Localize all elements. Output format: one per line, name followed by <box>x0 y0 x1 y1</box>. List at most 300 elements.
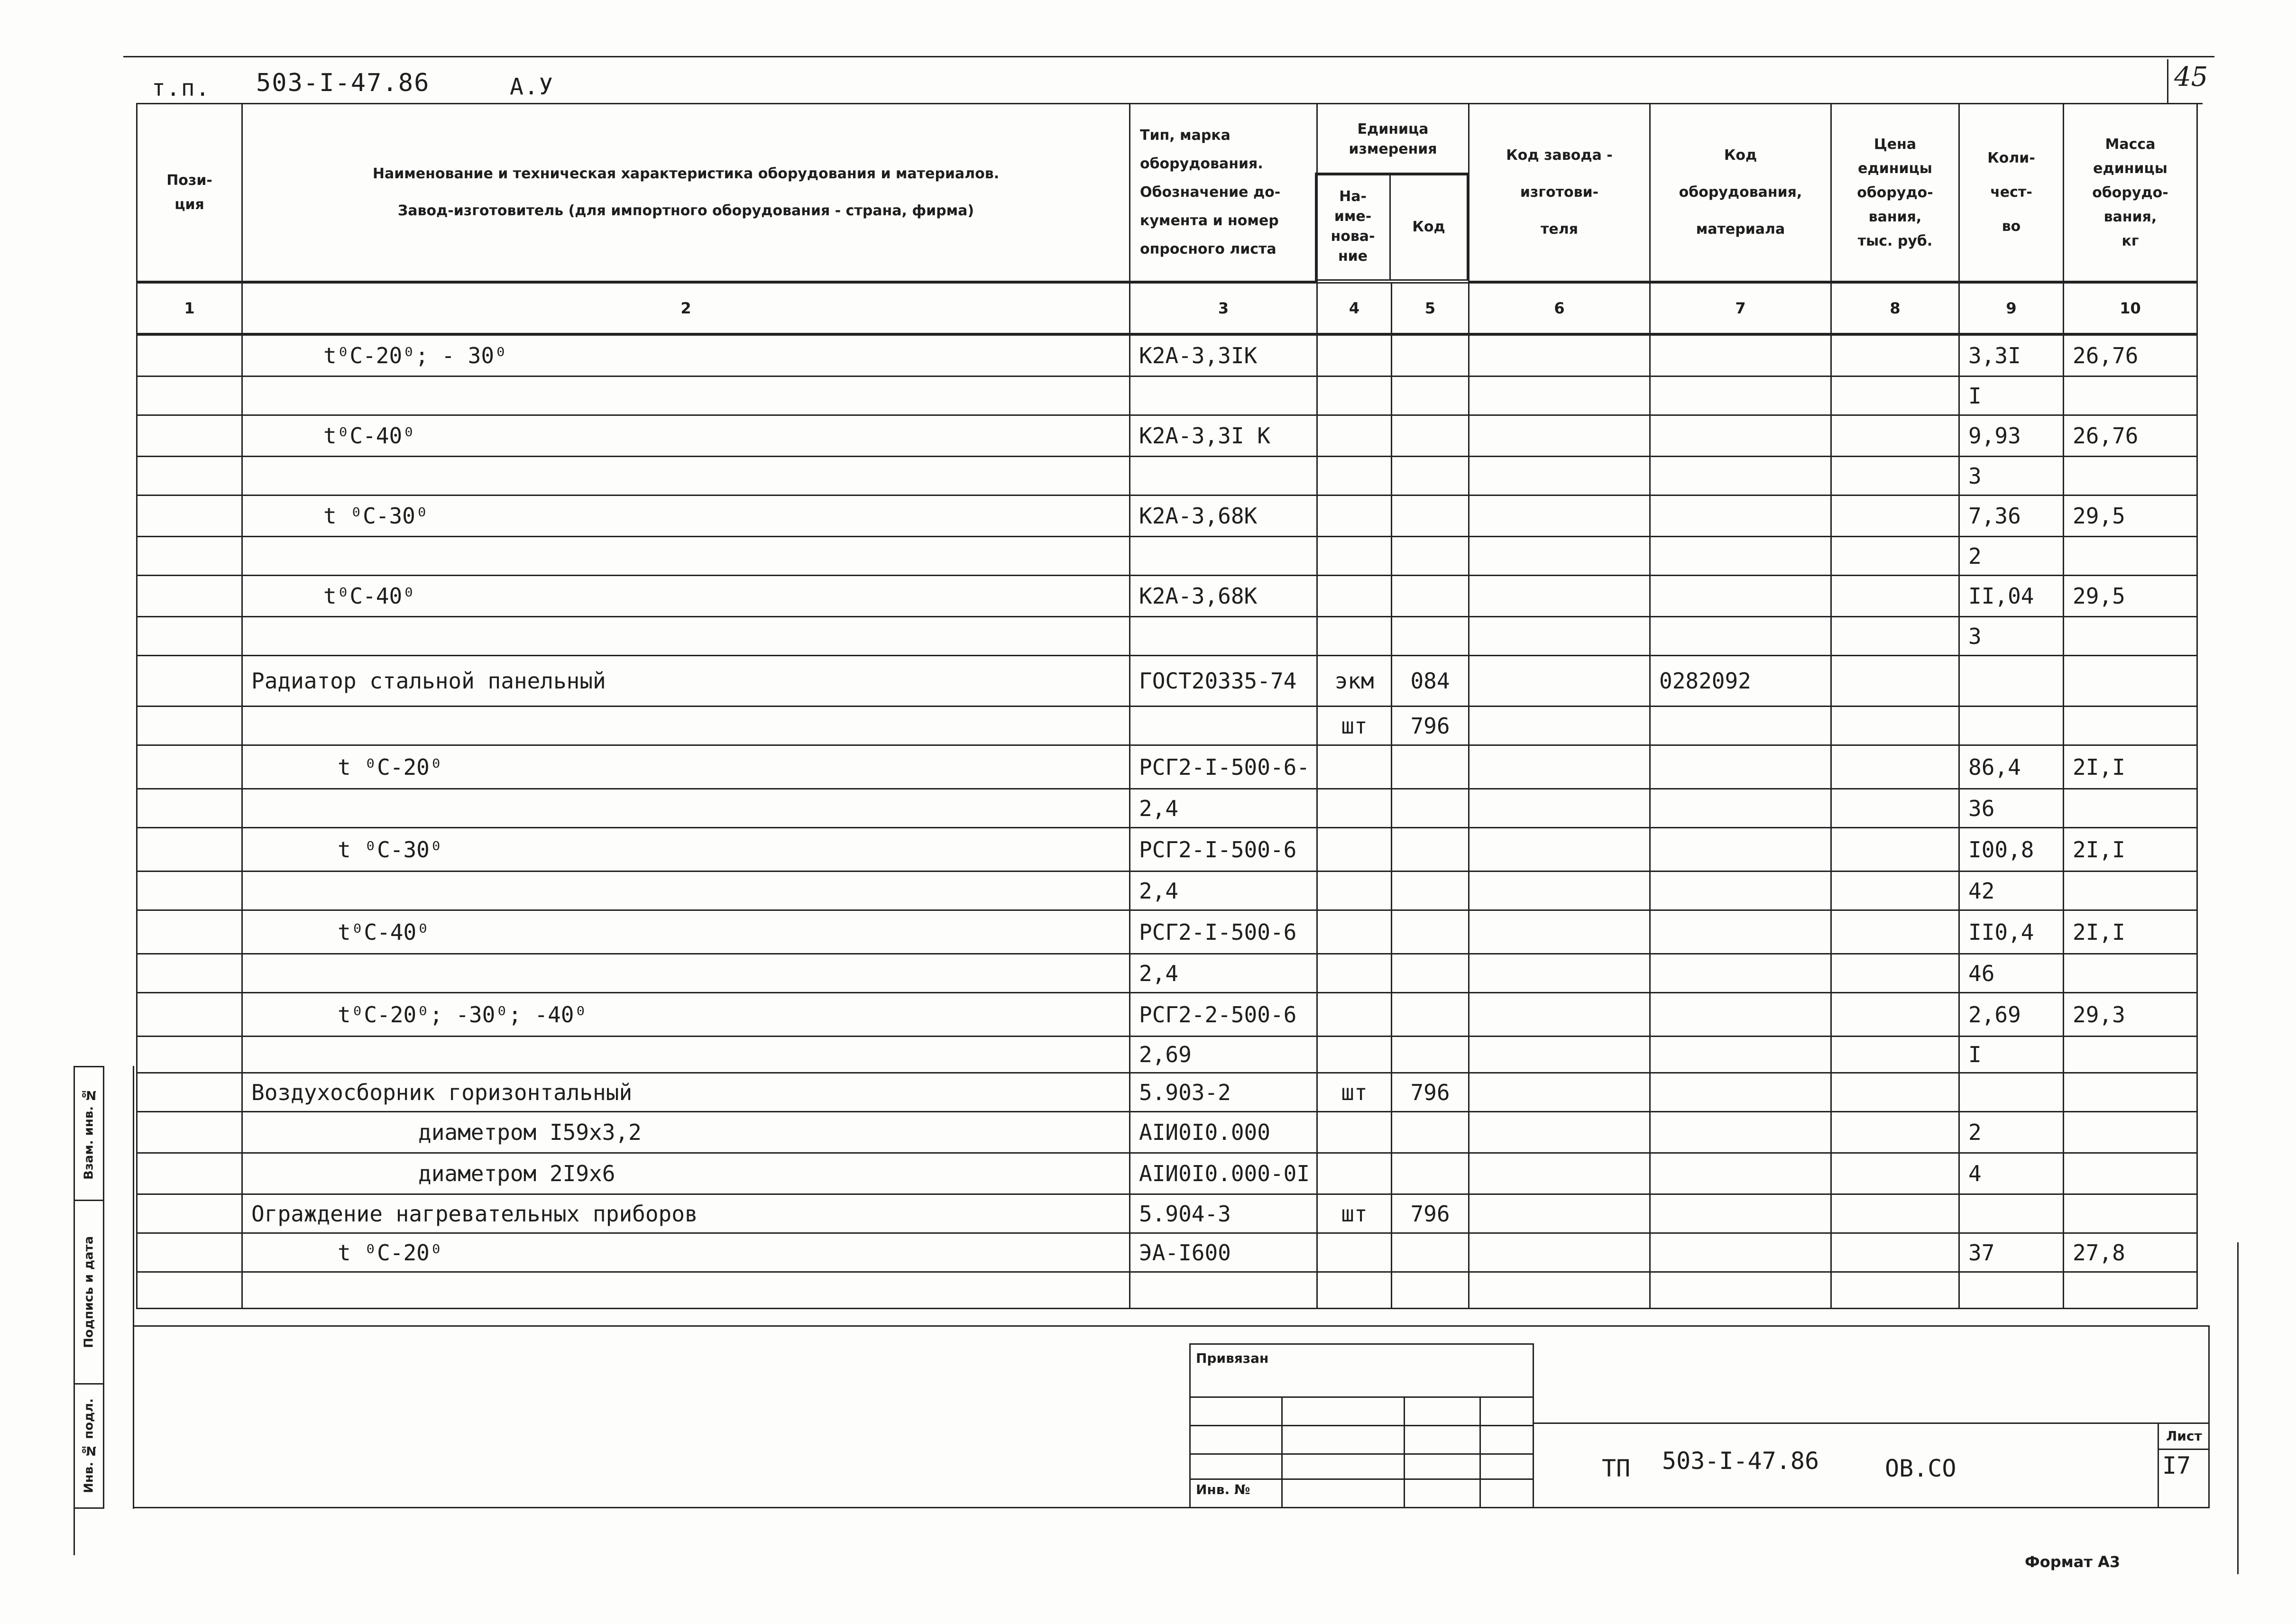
cell-price <box>1830 1152 1960 1195</box>
side-label-signature: Подпись и дата <box>82 1236 96 1349</box>
cell-code: 084 <box>1391 655 1469 707</box>
cell-price <box>1830 1111 1960 1154</box>
cell-equip-code <box>1649 992 1832 1037</box>
cell-factory-code <box>1468 909 1651 954</box>
table-row <box>138 1037 2205 1073</box>
cell-name: t ⁰C-30⁰ <box>241 495 1130 537</box>
cell-unit <box>1316 1152 1392 1195</box>
bound-label: Привязан <box>1196 1350 1269 1366</box>
cell-qty: 42 <box>1958 871 2064 911</box>
cell-name <box>241 536 1130 576</box>
doc-mark: ОВ.СО <box>1885 1455 1956 1482</box>
cell-equip-code <box>1649 376 1832 416</box>
cell-name: t⁰C-40⁰ <box>241 909 1130 954</box>
cell-price <box>1830 1271 1960 1309</box>
cell-equip-code: 0282092 <box>1649 655 1832 707</box>
cell-type <box>1129 536 1318 576</box>
cell-mass: 27,8 <box>2063 1232 2198 1273</box>
cell-unit <box>1316 788 1392 828</box>
table-row <box>138 911 2205 954</box>
cell-unit <box>1316 334 1392 377</box>
cell-name <box>241 376 1130 416</box>
cell-name <box>241 953 1130 993</box>
table-row <box>138 416 2205 457</box>
cell-type: К2А-3,68К <box>1129 495 1318 537</box>
cell-factory-code <box>1468 1152 1651 1195</box>
cell-unit: шт <box>1316 1193 1392 1234</box>
cell-pos <box>136 1232 243 1273</box>
cell-qty <box>1958 655 2064 707</box>
cell-pos <box>136 456 243 496</box>
cell-factory-code <box>1468 827 1651 872</box>
cell-name <box>241 456 1130 496</box>
cell-factory-code <box>1468 376 1651 416</box>
cell-factory-code <box>1468 456 1651 496</box>
cell-code: 796 <box>1391 1072 1469 1112</box>
cell-code <box>1391 414 1469 457</box>
col-number-9: 9 <box>1958 282 2064 334</box>
cell-qty: 7,36 <box>1958 495 2064 537</box>
cell-type: 5.904-3 <box>1129 1193 1318 1234</box>
cell-pos <box>136 376 243 416</box>
cell-qty <box>1958 1193 2064 1234</box>
album-label: А.У <box>510 73 554 100</box>
table-row <box>138 537 2205 576</box>
cell-factory-code <box>1468 992 1651 1037</box>
cell-unit <box>1316 1111 1392 1154</box>
cell-type: АIИ0I0.000 <box>1129 1111 1318 1154</box>
cell-unit <box>1316 992 1392 1037</box>
table-row <box>138 336 2205 377</box>
cell-mass <box>2063 1193 2198 1234</box>
page-number-handwritten: 45 <box>2174 62 2208 92</box>
cell-name: t⁰C-40⁰ <box>241 575 1130 617</box>
cell-mass: 29,3 <box>2063 992 2198 1037</box>
col-number-2: 2 <box>241 282 1130 334</box>
cell-pos <box>136 744 243 789</box>
cell-price <box>1830 1072 1960 1112</box>
cell-mass: 26,76 <box>2063 414 2198 457</box>
cell-factory-code <box>1468 788 1651 828</box>
cell-price <box>1830 414 1960 457</box>
cell-price <box>1830 1193 1960 1234</box>
cell-name: t ⁰C-30⁰ <box>241 827 1130 872</box>
cell-price <box>1830 744 1960 789</box>
cell-mass: 29,5 <box>2063 495 2198 537</box>
cell-type: К2А-3,3IК <box>1129 334 1318 377</box>
cell-mass: 29,5 <box>2063 575 2198 617</box>
cell-factory-code <box>1468 953 1651 993</box>
cell-qty: II,04 <box>1958 575 2064 617</box>
header-factory-code: Код завода - изготови- теля <box>1468 103 1651 282</box>
project-number: 503-I-47.86 <box>1662 1447 1819 1475</box>
header-equipment-code: Код оборудования, материала <box>1649 103 1832 282</box>
cell-factory-code <box>1468 616 1651 656</box>
cell-equip-code <box>1649 495 1832 537</box>
table-row <box>138 656 2205 707</box>
cell-code <box>1391 1232 1469 1273</box>
cell-pos <box>136 788 243 828</box>
cell-unit <box>1316 871 1392 911</box>
cell-mass <box>2063 1111 2198 1154</box>
cell-mass <box>2063 706 2198 746</box>
cell-type <box>1129 376 1318 416</box>
cell-mass <box>2063 1072 2198 1112</box>
cell-name: диаметром 2I9х6 <box>241 1152 1130 1195</box>
header-mass: Масса единицы оборудо- вания, кг <box>2063 103 2198 282</box>
cell-code: 796 <box>1391 1193 1469 1234</box>
table-row <box>138 1273 2205 1309</box>
cell-name: t⁰C-20⁰; -30⁰; -40⁰ <box>241 992 1130 1037</box>
cell-mass <box>2063 788 2198 828</box>
cell-mass <box>2063 616 2198 656</box>
cell-unit <box>1316 575 1392 617</box>
cell-equip-code <box>1649 1111 1832 1154</box>
cell-pos <box>136 1271 243 1309</box>
project-number-top: 503-I-47.86 <box>256 69 430 97</box>
cell-qty: 3 <box>1958 616 2064 656</box>
cell-qty: I <box>1958 376 2064 416</box>
cell-name: t⁰C-40⁰ <box>241 414 1130 457</box>
cell-name <box>241 871 1130 911</box>
table-row <box>138 707 2205 746</box>
cell-qty: 4 <box>1958 1152 2064 1195</box>
cell-equip-code <box>1649 1152 1832 1195</box>
cell-price <box>1830 575 1960 617</box>
cell-price <box>1830 992 1960 1037</box>
cell-mass <box>2063 1152 2198 1195</box>
cell-type: 2,4 <box>1129 953 1318 993</box>
cell-mass: 2I,I <box>2063 909 2198 954</box>
cell-code <box>1391 536 1469 576</box>
cell-pos <box>136 1111 243 1154</box>
cell-code <box>1391 744 1469 789</box>
cell-unit: экм <box>1316 655 1392 707</box>
cell-unit <box>1316 953 1392 993</box>
cell-equip-code <box>1649 1072 1832 1112</box>
cell-qty: 2,69 <box>1958 992 2064 1037</box>
cell-qty: I00,8 <box>1958 827 2064 872</box>
cell-mass <box>2063 871 2198 911</box>
cell-equip-code <box>1649 827 1832 872</box>
cell-price <box>1830 456 1960 496</box>
cell-type: АIИ0I0.000-0I <box>1129 1152 1318 1195</box>
table-row <box>138 993 2205 1037</box>
cell-pos <box>136 655 243 707</box>
cell-equip-code <box>1649 616 1832 656</box>
cell-equip-code <box>1649 1232 1832 1273</box>
cell-unit <box>1316 1271 1392 1309</box>
header-quantity: Коли- чест- во <box>1958 103 2064 282</box>
cell-unit <box>1316 744 1392 789</box>
table-row <box>138 576 2205 617</box>
doc-code: ТП <box>1602 1455 1631 1482</box>
table-row <box>138 789 2205 828</box>
cell-equip-code <box>1649 744 1832 789</box>
cell-equip-code <box>1649 788 1832 828</box>
cell-unit: шт <box>1316 706 1392 746</box>
cell-price <box>1830 376 1960 416</box>
cell-code <box>1391 616 1469 656</box>
col-number-5: 5 <box>1391 282 1469 334</box>
cell-price <box>1830 909 1960 954</box>
cell-code <box>1391 992 1469 1037</box>
header-unit-group <box>1316 103 1469 284</box>
header-row <box>138 104 2205 284</box>
cell-unit <box>1316 376 1392 416</box>
cell-pos <box>136 495 243 537</box>
cell-price <box>1830 1036 1960 1073</box>
header-unit-code: Код <box>1389 173 1468 281</box>
cell-unit <box>1316 414 1392 457</box>
cell-type <box>1129 706 1318 746</box>
cell-price <box>1830 616 1960 656</box>
table-row <box>138 457 2205 496</box>
cell-code <box>1391 788 1469 828</box>
table-row <box>138 377 2205 416</box>
cell-equip-code <box>1649 1036 1832 1073</box>
cell-equip-code <box>1649 1271 1832 1309</box>
cell-unit <box>1316 495 1392 537</box>
cell-mass: 2I,I <box>2063 827 2198 872</box>
cell-type: РСГ2-I-500-6 <box>1129 827 1318 872</box>
cell-name: диаметром I59х3,2 <box>241 1111 1130 1154</box>
cell-pos <box>136 575 243 617</box>
cell-unit <box>1316 456 1392 496</box>
cell-price <box>1830 1232 1960 1273</box>
cell-qty: 37 <box>1958 1232 2064 1273</box>
cell-qty <box>1958 1271 2064 1309</box>
side-label-inv-replace: Взам. инв. № <box>82 1087 96 1180</box>
cell-pos <box>136 1036 243 1073</box>
cell-name <box>241 1036 1130 1073</box>
cell-factory-code <box>1468 1232 1651 1273</box>
header-type: Тип, марка оборудования. Обозначение до- кумента и номер опросного листа <box>1129 103 1318 282</box>
cell-factory-code <box>1468 1111 1651 1154</box>
cell-price <box>1830 536 1960 576</box>
cell-qty: 3 <box>1958 456 2064 496</box>
cell-unit <box>1316 827 1392 872</box>
cell-type: ЭА-I600 <box>1129 1232 1318 1273</box>
cell-factory-code <box>1468 1072 1651 1112</box>
cell-price <box>1830 788 1960 828</box>
column-number-row <box>138 284 2205 336</box>
table-row <box>138 746 2205 789</box>
cell-type: РСГ2-I-500-6- <box>1129 744 1318 789</box>
sheet-label: Лист <box>2166 1428 2202 1444</box>
cell-unit <box>1316 616 1392 656</box>
table-row <box>138 872 2205 911</box>
cell-unit: шт <box>1316 1072 1392 1112</box>
cell-equip-code <box>1649 456 1832 496</box>
cell-unit <box>1316 1036 1392 1073</box>
cell-code <box>1391 456 1469 496</box>
cell-factory-code <box>1468 871 1651 911</box>
col-number-1: 1 <box>136 282 243 334</box>
cell-pos <box>136 616 243 656</box>
table-row <box>138 954 2205 993</box>
cell-factory-code <box>1468 706 1651 746</box>
table-row <box>138 1112 2205 1154</box>
col-number-4: 4 <box>1316 282 1392 334</box>
inv-no-label: Инв. № <box>1196 1482 1250 1497</box>
table-row <box>138 828 2205 872</box>
cell-pos <box>136 536 243 576</box>
cell-unit <box>1316 536 1392 576</box>
col-number-10: 10 <box>2063 282 2198 334</box>
cell-price <box>1830 953 1960 993</box>
cell-type: 2,4 <box>1129 871 1318 911</box>
cell-pos <box>136 334 243 377</box>
header-unit-label: Единица измерения <box>1316 103 1469 175</box>
cell-factory-code <box>1468 495 1651 537</box>
side-label-inv-original: Инв. № подл. <box>82 1398 96 1494</box>
cell-pos <box>136 992 243 1037</box>
cell-price <box>1830 334 1960 377</box>
cell-type: РСГ2-I-500-6 <box>1129 909 1318 954</box>
table-row <box>138 496 2205 537</box>
cell-equip-code <box>1649 909 1832 954</box>
cell-name <box>241 616 1130 656</box>
cell-factory-code <box>1468 655 1651 707</box>
cell-code <box>1391 1271 1469 1309</box>
cell-factory-code <box>1468 1193 1651 1234</box>
col-number-6: 6 <box>1468 282 1651 334</box>
cell-qty <box>1958 706 2064 746</box>
cell-pos <box>136 1072 243 1112</box>
cell-factory-code <box>1468 744 1651 789</box>
cell-code <box>1391 334 1469 377</box>
cell-mass <box>2063 376 2198 416</box>
table-row <box>138 617 2205 656</box>
side-stamp-signature <box>73 1200 104 1385</box>
cell-factory-code <box>1468 414 1651 457</box>
cell-name <box>241 706 1130 746</box>
cell-price <box>1830 655 1960 707</box>
side-stamp-inv-replace <box>73 1066 104 1201</box>
cell-mass <box>2063 953 2198 993</box>
cell-code <box>1391 909 1469 954</box>
cell-pos <box>136 414 243 457</box>
cell-mass: 2I,I <box>2063 744 2198 789</box>
cell-qty: 46 <box>1958 953 2064 993</box>
side-stamp-inv-original <box>73 1383 104 1509</box>
cell-pos <box>136 706 243 746</box>
cell-code <box>1391 1036 1469 1073</box>
cell-qty: I <box>1958 1036 2064 1073</box>
cell-code <box>1391 495 1469 537</box>
cell-name: Радиатор стальной панельный <box>241 655 1130 707</box>
cell-type <box>1129 1271 1318 1309</box>
cell-pos <box>136 909 243 954</box>
cell-pos <box>136 827 243 872</box>
cell-factory-code <box>1468 334 1651 377</box>
cell-price <box>1830 495 1960 537</box>
cell-mass <box>2063 655 2198 707</box>
cell-code <box>1391 376 1469 416</box>
cell-type: К2А-3,68К <box>1129 575 1318 617</box>
cell-mass <box>2063 1036 2198 1073</box>
sheet-number: I7 <box>2162 1452 2191 1479</box>
cell-type <box>1129 616 1318 656</box>
cell-code <box>1391 827 1469 872</box>
cell-unit <box>1316 909 1392 954</box>
cell-mass <box>2063 536 2198 576</box>
cell-factory-code <box>1468 536 1651 576</box>
cell-type: РСГ2-2-500-6 <box>1129 992 1318 1037</box>
cell-qty <box>1958 1072 2064 1112</box>
cell-factory-code <box>1468 1271 1651 1309</box>
cell-code <box>1391 1152 1469 1195</box>
cell-pos <box>136 1193 243 1234</box>
cell-name: t⁰C-20⁰; - 30⁰ <box>241 334 1130 377</box>
cell-pos <box>136 953 243 993</box>
cell-equip-code <box>1649 536 1832 576</box>
cell-price <box>1830 871 1960 911</box>
cell-equip-code <box>1649 1193 1832 1234</box>
cell-mass: 26,76 <box>2063 334 2198 377</box>
cell-qty: 3,3I <box>1958 334 2064 377</box>
cell-code: 796 <box>1391 706 1469 746</box>
cell-name: Ограждение нагревательных приборов <box>241 1193 1130 1234</box>
header-position: Пози- ция <box>136 103 243 282</box>
cell-price <box>1830 827 1960 872</box>
cell-type: К2А-3,3I К <box>1129 414 1318 457</box>
table-row <box>138 1154 2205 1195</box>
cell-factory-code <box>1468 575 1651 617</box>
cell-pos <box>136 1152 243 1195</box>
cell-qty: 36 <box>1958 788 2064 828</box>
cell-code <box>1391 575 1469 617</box>
cell-price <box>1830 706 1960 746</box>
data-rows <box>138 336 2205 1309</box>
cell-qty: 2 <box>1958 536 2064 576</box>
col-number-7: 7 <box>1649 282 1832 334</box>
cell-equip-code <box>1649 953 1832 993</box>
cell-factory-code <box>1468 1036 1651 1073</box>
cell-mass <box>2063 456 2198 496</box>
cell-qty: 9,93 <box>1958 414 2064 457</box>
cell-code <box>1391 953 1469 993</box>
cell-mass <box>2063 1271 2198 1309</box>
cell-qty: 86,4 <box>1958 744 2064 789</box>
cell-unit <box>1316 1232 1392 1273</box>
cell-equip-code <box>1649 414 1832 457</box>
cell-name: Воздухосборник горизонтальный <box>241 1072 1130 1112</box>
cell-type <box>1129 456 1318 496</box>
cell-type: 2,4 <box>1129 788 1318 828</box>
cell-name: t ⁰C-20⁰ <box>241 1232 1130 1273</box>
cell-pos <box>136 871 243 911</box>
cell-type: 2,69 <box>1129 1036 1318 1073</box>
cell-qty: II0,4 <box>1958 909 2064 954</box>
cell-equip-code <box>1649 334 1832 377</box>
format-label: Формат А3 <box>2025 1553 2121 1571</box>
cell-equip-code <box>1649 706 1832 746</box>
cell-name: t ⁰C-20⁰ <box>241 744 1130 789</box>
col-number-3: 3 <box>1129 282 1318 334</box>
cell-code <box>1391 1111 1469 1154</box>
cell-type: ГОСТ20335-74 <box>1129 655 1318 707</box>
col-number-8: 8 <box>1830 282 1960 334</box>
cell-name <box>241 1271 1130 1309</box>
header-unit-name: На- име- нова- ние <box>1315 173 1391 281</box>
cell-qty: 2 <box>1958 1111 2064 1154</box>
table-row <box>138 1073 2205 1112</box>
header-price: Цена единицы оборудо- вания, тыс. руб. <box>1830 103 1960 282</box>
equipment-spec-table <box>138 104 2205 1309</box>
cell-name <box>241 788 1130 828</box>
